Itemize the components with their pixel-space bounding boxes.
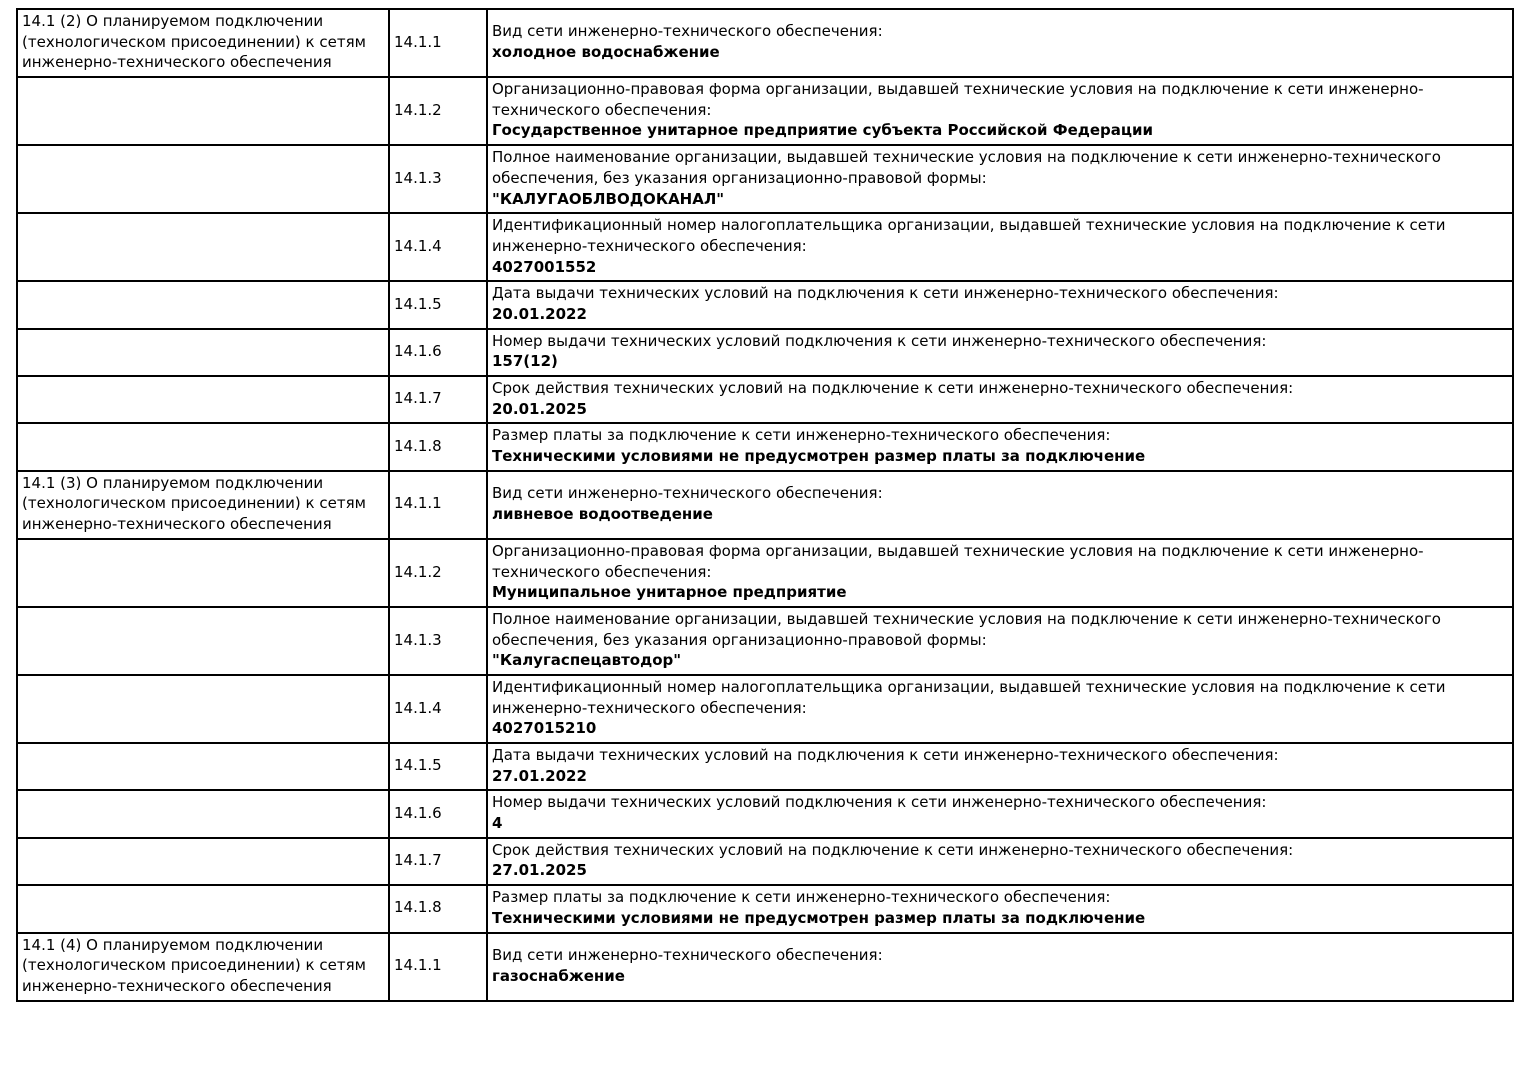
section-title-empty-cell [17, 790, 389, 837]
section-title-empty-cell [17, 743, 389, 790]
field-content-cell [487, 539, 1513, 607]
section-title-empty-cell [17, 838, 389, 885]
field-label: Идентификационный номер налогоплательщика организации, выдавшей технические условия на подключение к сети инженерно-технического обеспечения: [492, 216, 1446, 255]
row-number: 14.1.3 [389, 145, 487, 213]
row-number: 14.1.1 [389, 9, 487, 77]
field-content-cell [487, 329, 1513, 376]
field-label: Идентификационный номер налогоплательщика организации, выдавшей технические условия на подключение к сети инженерно-технического обеспечения: [492, 677, 1446, 717]
table-row [17, 607, 1513, 675]
row-number: 14.1.8 [389, 885, 487, 932]
field-value: холодное водоснабжение [492, 43, 720, 62]
field-label: Номер выдачи технических условий подключения к сети инженерно-технического обеспечения: [492, 793, 1267, 812]
field-content-cell [487, 77, 1513, 145]
table-row [17, 145, 1513, 213]
field-content-cell [487, 885, 1513, 932]
row-number: 14.1.2 [389, 539, 487, 607]
field-content-cell [487, 471, 1513, 539]
row-number: 14.1.5 [389, 743, 487, 790]
section-title: 14.1 (2) О планируемом подключении (технологическом присоединении) к сетям инженерно-технического обеспечения [17, 9, 389, 77]
field-label: Полное наименование организации, выдавшей технические условия на подключение к сети инженерно-технического обеспечения, без указания организационно-правовой формы: [492, 609, 1441, 649]
section-title-empty-cell [17, 145, 389, 213]
table-row [17, 838, 1513, 885]
section-title: 14.1 (4) О планируемом подключении (технологическом присоединении) к сетям инженерно-технического обеспечения [17, 933, 389, 1001]
field-content-cell [487, 145, 1513, 213]
row-number: 14.1.7 [389, 838, 487, 885]
section-title-empty-cell [17, 281, 389, 328]
field-value: 4 [492, 814, 503, 833]
field-content-cell [487, 423, 1513, 470]
table-row [17, 213, 1513, 281]
table-row [17, 933, 1513, 1001]
field-label: Дата выдачи технических условий на подключения к сети инженерно-технического обеспечения: [492, 284, 1279, 303]
field-value: Техническими условиями не предусмотрен размер платы за подключение [492, 447, 1146, 466]
row-number: 14.1.1 [389, 471, 487, 539]
row-number: 14.1.1 [389, 933, 487, 1001]
field-value: Государственное унитарное предприятие субъекта Российской Федерации [492, 121, 1154, 140]
field-value: Техническими условиями не предусмотрен размер платы за подключение [492, 908, 1146, 927]
section-title-empty-cell [17, 539, 389, 607]
row-number: 14.1.6 [389, 790, 487, 837]
field-content-cell [487, 376, 1513, 423]
field-content-cell [487, 281, 1513, 328]
table-row [17, 281, 1513, 328]
field-value: 4027015210 [492, 719, 597, 738]
field-label: Вид сети инженерно-технического обеспечения: [492, 22, 883, 41]
row-number: 14.1.4 [389, 675, 487, 743]
field-value: ливневое водоотведение [492, 504, 713, 523]
table-row [17, 539, 1513, 607]
field-label: Размер платы за подключение к сети инженерно-технического обеспечения: [492, 888, 1111, 907]
table-row [17, 423, 1513, 470]
section-title-empty-cell [17, 213, 389, 281]
field-content-cell [487, 743, 1513, 790]
row-number: 14.1.6 [389, 329, 487, 376]
field-label: Срок действия технических условий на подключение к сети инженерно-технического обеспечения: [492, 379, 1294, 397]
field-value: 20.01.2025 [492, 399, 587, 418]
field-label: Номер выдачи технических условий подключения к сети инженерно-технического обеспечения: [492, 331, 1267, 350]
table-row [17, 885, 1513, 932]
field-content-cell [487, 607, 1513, 675]
declaration-table [16, 8, 1514, 1002]
field-label: Организационно-правовая форма организации, выдавшей технические условия на подключение к сети инженерно-технического обеспечения: [492, 80, 1424, 119]
field-content-cell [487, 838, 1513, 885]
table-row [17, 471, 1513, 539]
field-label: Вид сети инженерно-технического обеспечения: [492, 484, 883, 503]
row-number: 14.1.7 [389, 376, 487, 423]
field-label: Срок действия технических условий на подключение к сети инженерно-технического обеспечения: [492, 840, 1294, 859]
section-title-empty-cell [17, 885, 389, 932]
section-title: 14.1 (3) О планируемом подключении (технологическом присоединении) к сетям инженерно-технического обеспечения [17, 471, 389, 539]
row-number: 14.1.5 [389, 281, 487, 328]
section-title-empty-cell [17, 675, 389, 743]
section-title-empty-cell [17, 423, 389, 470]
field-value: газоснабжение [492, 966, 625, 985]
field-content-cell [487, 790, 1513, 837]
table-row [17, 9, 1513, 77]
row-number: 14.1.4 [389, 213, 487, 281]
field-label: Вид сети инженерно-технического обеспечения: [492, 945, 883, 964]
field-value: 4027001552 [492, 257, 597, 276]
field-content-cell [487, 675, 1513, 743]
field-label: Размер платы за подключение к сети инженерно-технического обеспечения: [492, 426, 1111, 445]
section-title-empty-cell [17, 329, 389, 376]
table-row [17, 376, 1513, 423]
table-row [17, 675, 1513, 743]
table-row [17, 329, 1513, 376]
row-number: 14.1.8 [389, 423, 487, 470]
row-number: 14.1.2 [389, 77, 487, 145]
field-value: 20.01.2022 [492, 304, 587, 323]
table-row [17, 743, 1513, 790]
field-content-cell [487, 213, 1513, 281]
declaration-table-body [17, 9, 1513, 1001]
field-value: 157(12) [492, 352, 558, 371]
field-value: 27.01.2025 [492, 861, 587, 880]
section-title-empty-cell [17, 77, 389, 145]
field-content-cell [487, 933, 1513, 1001]
field-value: Муниципальное унитарное предприятие [492, 583, 847, 602]
field-label: Полное наименование организации, выдавшей технические условия на подключение к сети инженерно-технического обеспечения, без указания организационно-правовой формы: [492, 148, 1441, 187]
table-row [17, 77, 1513, 145]
section-title-empty-cell [17, 607, 389, 675]
row-number: 14.1.3 [389, 607, 487, 675]
field-value: "КАЛУГАОБЛВОДОКАНАЛ" [492, 189, 725, 208]
section-title-empty-cell [17, 376, 389, 423]
field-value: "Калугаспецавтодор" [492, 651, 682, 670]
field-content-cell [487, 9, 1513, 77]
field-label: Организационно-правовая форма организации, выдавшей технические условия на подключение к сети инженерно-технического обеспечения: [492, 541, 1424, 581]
table-row [17, 790, 1513, 837]
field-label: Дата выдачи технических условий на подключения к сети инженерно-технического обеспечения: [492, 746, 1279, 764]
field-value: 27.01.2022 [492, 766, 587, 785]
